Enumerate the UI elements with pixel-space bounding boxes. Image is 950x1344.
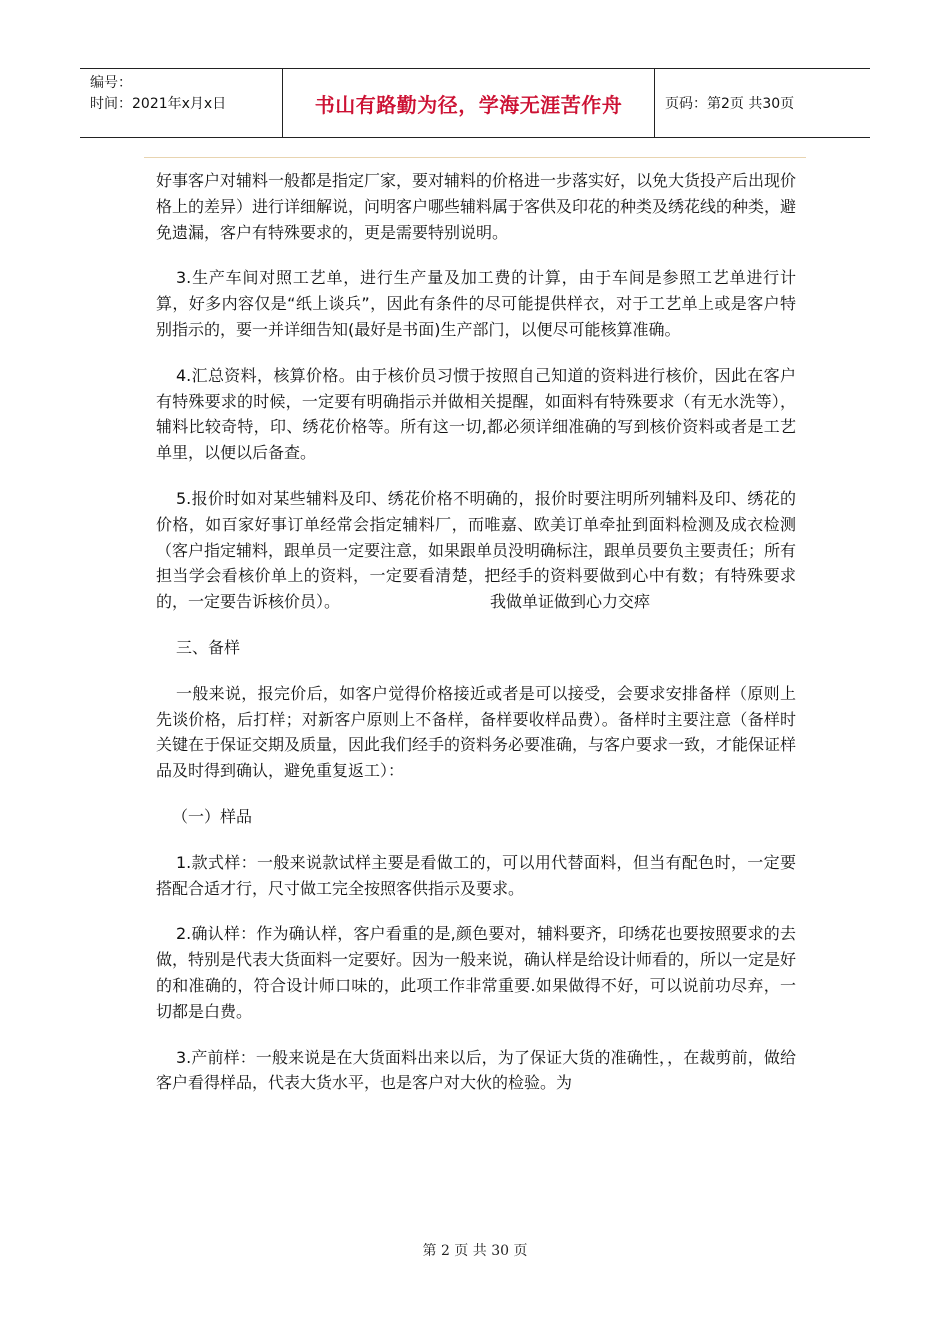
document-header [80, 68, 870, 138]
paragraph: 好事客户对辅料一般都是指定厂家，要对辅料的价格进一步落实好，以免大货投产后出现价格上的差异）进行详细解说，问明客户哪些辅料属于客供及印花的种类及绣花线的种类，避免遗漏，客户有特殊要求的，更是需要特别说明。 [156, 171, 797, 242]
document-body [156, 168, 796, 1116]
paragraph-text: 5.报价时如对某些辅料及印、绣花价格不明确的，报价时要注明所列辅料及印、绣花的价格，如百家好事订单经常会指定辅料厂，而唯嘉、欧美订单牵扯到面料检测及成衣检测（客户指定辅料，跟单员一定要注意，如果跟单员没明确标注，跟单员要负主要责任；所有担当学会看核价单上的资料，一定要看清楚，把经手的资料要做到心中有数；有特殊要求的，一定要告诉核价员）。 [156, 488, 797, 612]
date-label: 时间：2021年x月x日 [90, 96, 227, 112]
section-heading: 三、备样 [176, 637, 241, 657]
page-footer: 第 2 页 共 30 页 [422, 1243, 528, 1259]
paragraph: 一般来说，报完价后，如客户觉得价格接近或者是可以接受，会要求安排备样（原则上先谈价格，后打样；对新客户原则上不备样，备样要收样品费）。备样时主要注意（备样时关键在于保证交期及质量，因此我们经手的资料务必要准确，与客户要求一致，才能保证样品及时得到确认，避免重复返工）： [156, 683, 797, 781]
serial-number-label: 编号： [90, 75, 132, 91]
paragraph [156, 486, 796, 615]
paragraph: 4.汇总资料，核算价格。由于核价员习惯于按照自己知道的资料进行核价，因此在客户有特殊要求的时候，一定要有明确指示并做相关提醒，如面料有特殊要求（有无水洗等），辅料比较奇特，印、绣花价格等。所有这一切,都必须详细准确的写到核价资料或者是工艺单里，以便以后备查。 [156, 365, 796, 463]
paragraph: 2.确认样：作为确认样，客户看重的是,颜色要对，辅料要齐，印绣花也要按照要求的去做，特别是代表大货面料一定要好。因为一般来说，确认样是给设计师看的，所以一定是好的和准确的，符合设计师口味的，此项工作非常重要.如果做得不好，可以说前功尽弃，一切都是白费。 [156, 924, 797, 1021]
paragraph: 3.生产车间对照工艺单，进行生产量及加工费的计算，由于车间是参照工艺单进行计算，好多内容仅是“纸上谈兵”，因此有条件的尽可能提供样衣，对于工艺单上或是客户特别指示的，要一并详细告知(最好是书面)生产部门，以便尽可能核算准确。 [156, 268, 796, 339]
inline-remark: 我做单证做到心力交瘁 [490, 592, 651, 612]
subsection-heading: （一）样品 [172, 806, 253, 826]
paragraph: 1.款式样：一般来说款试样主要是看做工的，可以用代替面料，但当有配色时，一定要搭配合适才行，尺寸做工完全按照客供指示及要求。 [156, 852, 796, 898]
header-meta-cell [80, 69, 283, 137]
paragraph: 3.产前样：一般来说是在大货面料出来以后，为了保证大货的准确性，，在裁剪前，做给客户看得样品，代表大货水平，也是客户对大伙的检验。为 [156, 1047, 796, 1093]
header-page-info: 页码：第2页 共30页 [665, 96, 795, 112]
header-motto: 书山有路勤为径，学海无涯苦作舟 [283, 69, 655, 137]
header-divider [144, 157, 806, 158]
